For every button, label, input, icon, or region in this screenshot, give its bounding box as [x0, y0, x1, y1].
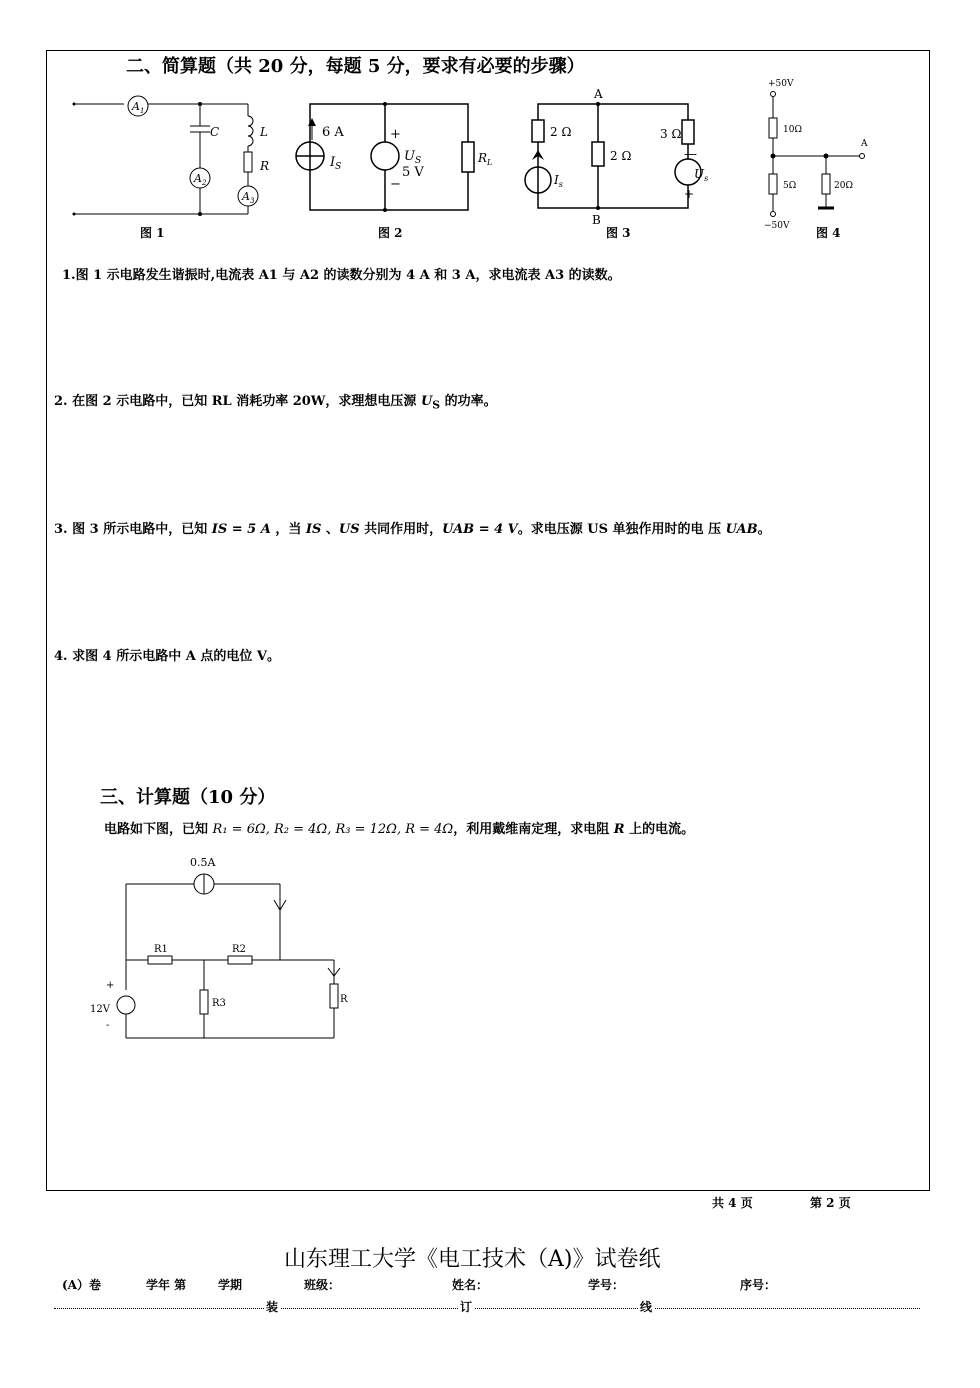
question-1: 1.图 1 示电路发生谐振时,电流表 A1 与 A2 的读数分别为 4 A 和 3 A，求电流表 A3 的读数。: [62, 268, 621, 283]
is-label-fig3: $I_s$: [554, 173, 563, 189]
node-a: A: [594, 87, 603, 101]
school-year-label: 学年 第: [146, 1278, 187, 1292]
figure-3: [516, 86, 726, 226]
us-label: $U_S$: [404, 149, 422, 166]
minus-terminal: -: [106, 1020, 110, 1031]
figure-1-caption: 图 1: [140, 226, 165, 240]
thevenin-circuit: [84, 848, 374, 1048]
r2-label: R2: [232, 944, 246, 955]
binding-char-3: 线: [640, 1300, 653, 1314]
ammeter-a3: $A_3$: [242, 190, 255, 205]
is-label: $I_S$: [330, 155, 342, 172]
student-id-label: 学号：: [588, 1278, 625, 1292]
rl-label: $R_L$: [478, 151, 493, 167]
resistor-5ohm: 5Ω: [783, 181, 797, 191]
sequence-label: 序号：: [740, 1278, 777, 1292]
capacitor-label: C: [210, 125, 220, 139]
plus-terminal: +: [106, 980, 115, 991]
section2-title: 二、简算题（共 20 分，每题 5 分，要求有必要的步骤）: [126, 56, 585, 77]
minus-sign: −: [390, 177, 401, 192]
term-label: 学期: [218, 1278, 243, 1292]
figure-4: [756, 74, 886, 231]
binding-char-1: 装: [266, 1300, 279, 1314]
r3-label: R3: [212, 998, 226, 1009]
voltage-value: 5 V: [402, 165, 424, 180]
r1-label: R1: [154, 944, 168, 955]
resistor-3ohm: 3 Ω: [660, 127, 682, 141]
figure-2: [290, 98, 493, 216]
binding-char-2: 订: [460, 1300, 473, 1314]
plus-sign-fig3: +: [684, 187, 695, 201]
binding-line: [54, 1308, 920, 1310]
figure-3-caption: 图 3: [606, 226, 631, 240]
minus-sign-fig3: —: [684, 147, 697, 162]
plus-50v: +50V: [768, 79, 794, 89]
ammeter-a2: $A_2$: [194, 172, 207, 187]
figure-2-caption: 图 2: [378, 226, 403, 240]
class-label: 班级：: [304, 1278, 341, 1292]
plus-sign: +: [390, 127, 401, 142]
us-label-fig3: $U_s$: [694, 167, 709, 183]
figure-4-caption: 图 4: [816, 226, 841, 240]
node-a-fig4: A: [861, 139, 868, 149]
exam-volume: (A）卷: [62, 1278, 101, 1292]
university-title: 山东理工大学《电工技术（A)》试卷纸: [284, 1247, 661, 1272]
voltage-label: 12V: [90, 1004, 110, 1015]
section3-title: 三、计算题（10 分）: [100, 787, 276, 808]
current-source-value: 6 A: [322, 125, 344, 140]
ammeter-a1: $A_1$: [132, 100, 145, 115]
question-4: 4. 求图 4 所示电路中 A 点的电位 V。: [54, 649, 280, 664]
resistor-label: R: [260, 159, 270, 173]
current-source-label: 0.5A: [190, 856, 216, 869]
r-label: R: [340, 994, 348, 1005]
resistor-10ohm: 10Ω: [783, 125, 802, 135]
resistor-2ohm-left: 2 Ω: [550, 125, 572, 139]
page-total: 共 4 页: [712, 1196, 753, 1210]
resistor-20ohm: 20Ω: [834, 181, 853, 191]
node-b: B: [592, 213, 601, 227]
name-label: 姓名：: [452, 1278, 489, 1292]
inductor-label: L: [260, 125, 268, 139]
question-2: 2. 在图 2 示电路中，已知 RL 消耗功率 20W，求理想电压源 $U_S$ 的功率。: [54, 394, 497, 412]
resistor-2ohm-mid: 2 Ω: [610, 149, 632, 163]
section3-text: 电路如下图，已知 R₁ = 6Ω, R₂ = 4Ω, R₃ = 12Ω, R = 4Ω，利用戴维南定理，求电阻 R 上的电流。: [104, 822, 695, 837]
page-current: 第 2 页: [810, 1196, 851, 1210]
question-3: 3. 图 3 所示电路中，已知 IS = 5 A ，当 IS 、US 共同作用时，UAB = 4 V。求电压源 US 单独作用时的电 压 UAB。: [54, 522, 771, 537]
minus-50v: −50V: [764, 221, 790, 231]
figure-1: [66, 86, 276, 236]
